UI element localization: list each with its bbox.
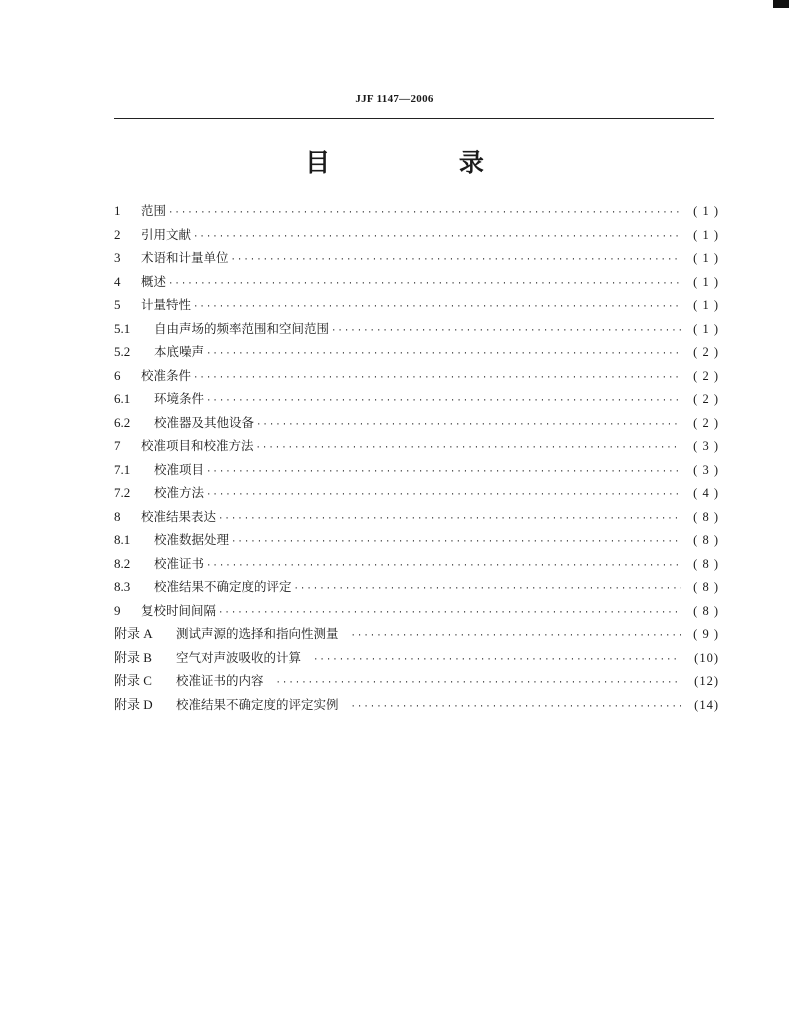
toc-entry[interactable] [114,458,719,482]
toc-leader-dots [206,484,681,508]
toc-entry-page: ( 1 ) [693,227,719,242]
toc-entry-number: 3 [114,250,121,265]
header-rule [114,118,714,119]
toc-leader-dots [313,649,681,673]
toc-entry-page: ( 1 ) [693,204,719,218]
toc-entry-number: 6 [114,367,121,383]
toc-leader-dots [206,390,681,414]
toc-leader-dots [206,461,681,485]
toc-entry[interactable] [114,669,719,693]
toc-entry-page: ( 8 ) [693,580,719,594]
toc-leader-dots [193,226,681,250]
toc-entry-number: 8 [114,508,121,524]
toc-entry-number: 8.1 [114,532,131,547]
page-corner-mark [773,0,789,8]
toc-leader-dots [256,437,681,461]
toc-leader-dots [351,696,681,720]
toc-entry-page: ( 3 ) [693,439,719,453]
toc-entry-number: 附录 B [114,649,152,665]
toc-entry-number: 4 [114,273,121,289]
toc-entry[interactable] [114,575,719,599]
toc-entry[interactable] [114,364,719,388]
toc-entry-page: ( 2 ) [693,368,719,383]
toc-entry-number: 8.3 [114,579,131,594]
toc-entry-number: 7.1 [114,461,131,477]
toc-entry[interactable] [114,223,719,247]
toc-entry-page: ( 4 ) [693,486,719,500]
toc-entry-page: ( 3 ) [693,462,719,477]
toc-leader-dots [294,578,681,602]
toc-entry-page: ( 2 ) [693,345,719,359]
toc-entry-title: 引用文献 [141,226,192,242]
toc-leader-dots [206,343,681,367]
toc-entry-number: 7.2 [114,485,131,500]
toc-entry[interactable] [114,387,719,411]
toc-entry-page: ( 1 ) [693,321,719,336]
toc-entry-number: 6.2 [114,414,131,430]
toc-entry-title: 校准结果表达 [141,508,217,524]
toc-entry-number: 5.1 [114,320,131,336]
toc-leader-dots [193,367,681,391]
toc-entry-number: 6.1 [114,391,131,406]
toc-leader-dots [231,249,681,273]
toc-entry-number: 附录 A [114,626,153,641]
toc-entry-title: 范围 [141,203,167,218]
toc-entry-number: 附录 D [114,696,153,712]
toc-entry-title: 校准器及其他设备 [154,414,255,430]
toc-leader-dots [218,508,681,532]
toc-entry-title: 校准证书 [154,555,205,571]
table-of-contents [114,199,719,716]
toc-entry-title: 复校时间间隔 [141,602,217,618]
toc-entry[interactable] [114,270,719,294]
toc-entry-number: 8.2 [114,555,131,571]
toc-entry[interactable] [114,693,719,717]
toc-entry-title: 校准结果不确定度的评定 [154,579,292,594]
toc-entry-number: 5 [114,297,121,312]
toc-entry[interactable] [114,293,719,317]
toc-leader-dots [168,202,681,226]
toc-entry-title: 校准结果不确定度的评定实例 [176,696,339,712]
toc-entry-number: 1 [114,203,121,218]
toc-leader-dots [256,414,681,438]
toc-entry-title: 校准方法 [154,485,205,500]
toc-entry-page: (10) [694,650,719,665]
toc-entry[interactable] [114,340,719,364]
toc-entry-title: 计量特性 [141,297,192,312]
toc-entry-number: 7 [114,438,121,453]
toc-entry[interactable] [114,552,719,576]
toc-entry-page: ( 9 ) [693,627,719,641]
toc-entry-page: ( 2 ) [693,392,719,406]
toc-entry-page: ( 1 ) [693,251,719,265]
document-code-header: JJF 1147—2006 [355,93,434,105]
toc-entry[interactable] [114,505,719,529]
toc-entry-title: 术语和计量单位 [141,250,229,265]
toc-entry-title: 校准项目和校准方法 [141,438,254,453]
toc-entry-number: 5.2 [114,344,131,359]
toc-entry[interactable] [114,434,719,458]
toc-entry[interactable] [114,317,719,341]
toc-leader-dots [231,531,681,555]
toc-entry-title: 校准数据处理 [154,532,230,547]
toc-leader-dots [168,273,681,297]
toc-entry-number: 2 [114,226,121,242]
toc-entry[interactable] [114,481,719,505]
toc-entry-page: ( 1 ) [693,274,719,289]
toc-entry-title: 自由声场的频率范围和空间范围 [154,320,330,336]
toc-entry-title: 空气对声波吸收的计算 [176,649,302,665]
toc-entry[interactable] [114,622,719,646]
toc-entry-page: (14) [694,697,719,712]
toc-entry-number: 9 [114,602,121,618]
toc-entry-title: 测试声源的选择和指向性测量 [176,626,339,641]
toc-entry[interactable] [114,599,719,623]
toc-entry-title: 环境条件 [154,391,205,406]
toc-entry[interactable] [114,528,719,552]
toc-entry-page: ( 1 ) [693,298,719,312]
page-title: 目 录 [305,148,544,177]
toc-entry-number: 附录 C [114,673,152,688]
toc-entry-title: 概述 [141,273,167,289]
toc-entry-title: 本底噪声 [154,344,205,359]
toc-entry[interactable] [114,246,719,270]
toc-entry-page: ( 8 ) [693,603,719,618]
toc-entry-page: ( 8 ) [693,509,719,524]
toc-entry-title: 校准项目 [154,461,205,477]
toc-entry[interactable] [114,646,719,670]
toc-entry-title: 校准证书的内容 [176,673,264,688]
toc-entry[interactable] [114,411,719,435]
toc-leader-dots [351,625,681,649]
toc-entry-title: 校准条件 [141,367,192,383]
toc-leader-dots [331,320,681,344]
toc-entry[interactable] [114,199,719,223]
toc-entry-page: ( 8 ) [693,556,719,571]
toc-entry-page: (12) [694,674,719,688]
toc-entry-page: ( 8 ) [693,533,719,547]
toc-entry-page: ( 2 ) [693,415,719,430]
